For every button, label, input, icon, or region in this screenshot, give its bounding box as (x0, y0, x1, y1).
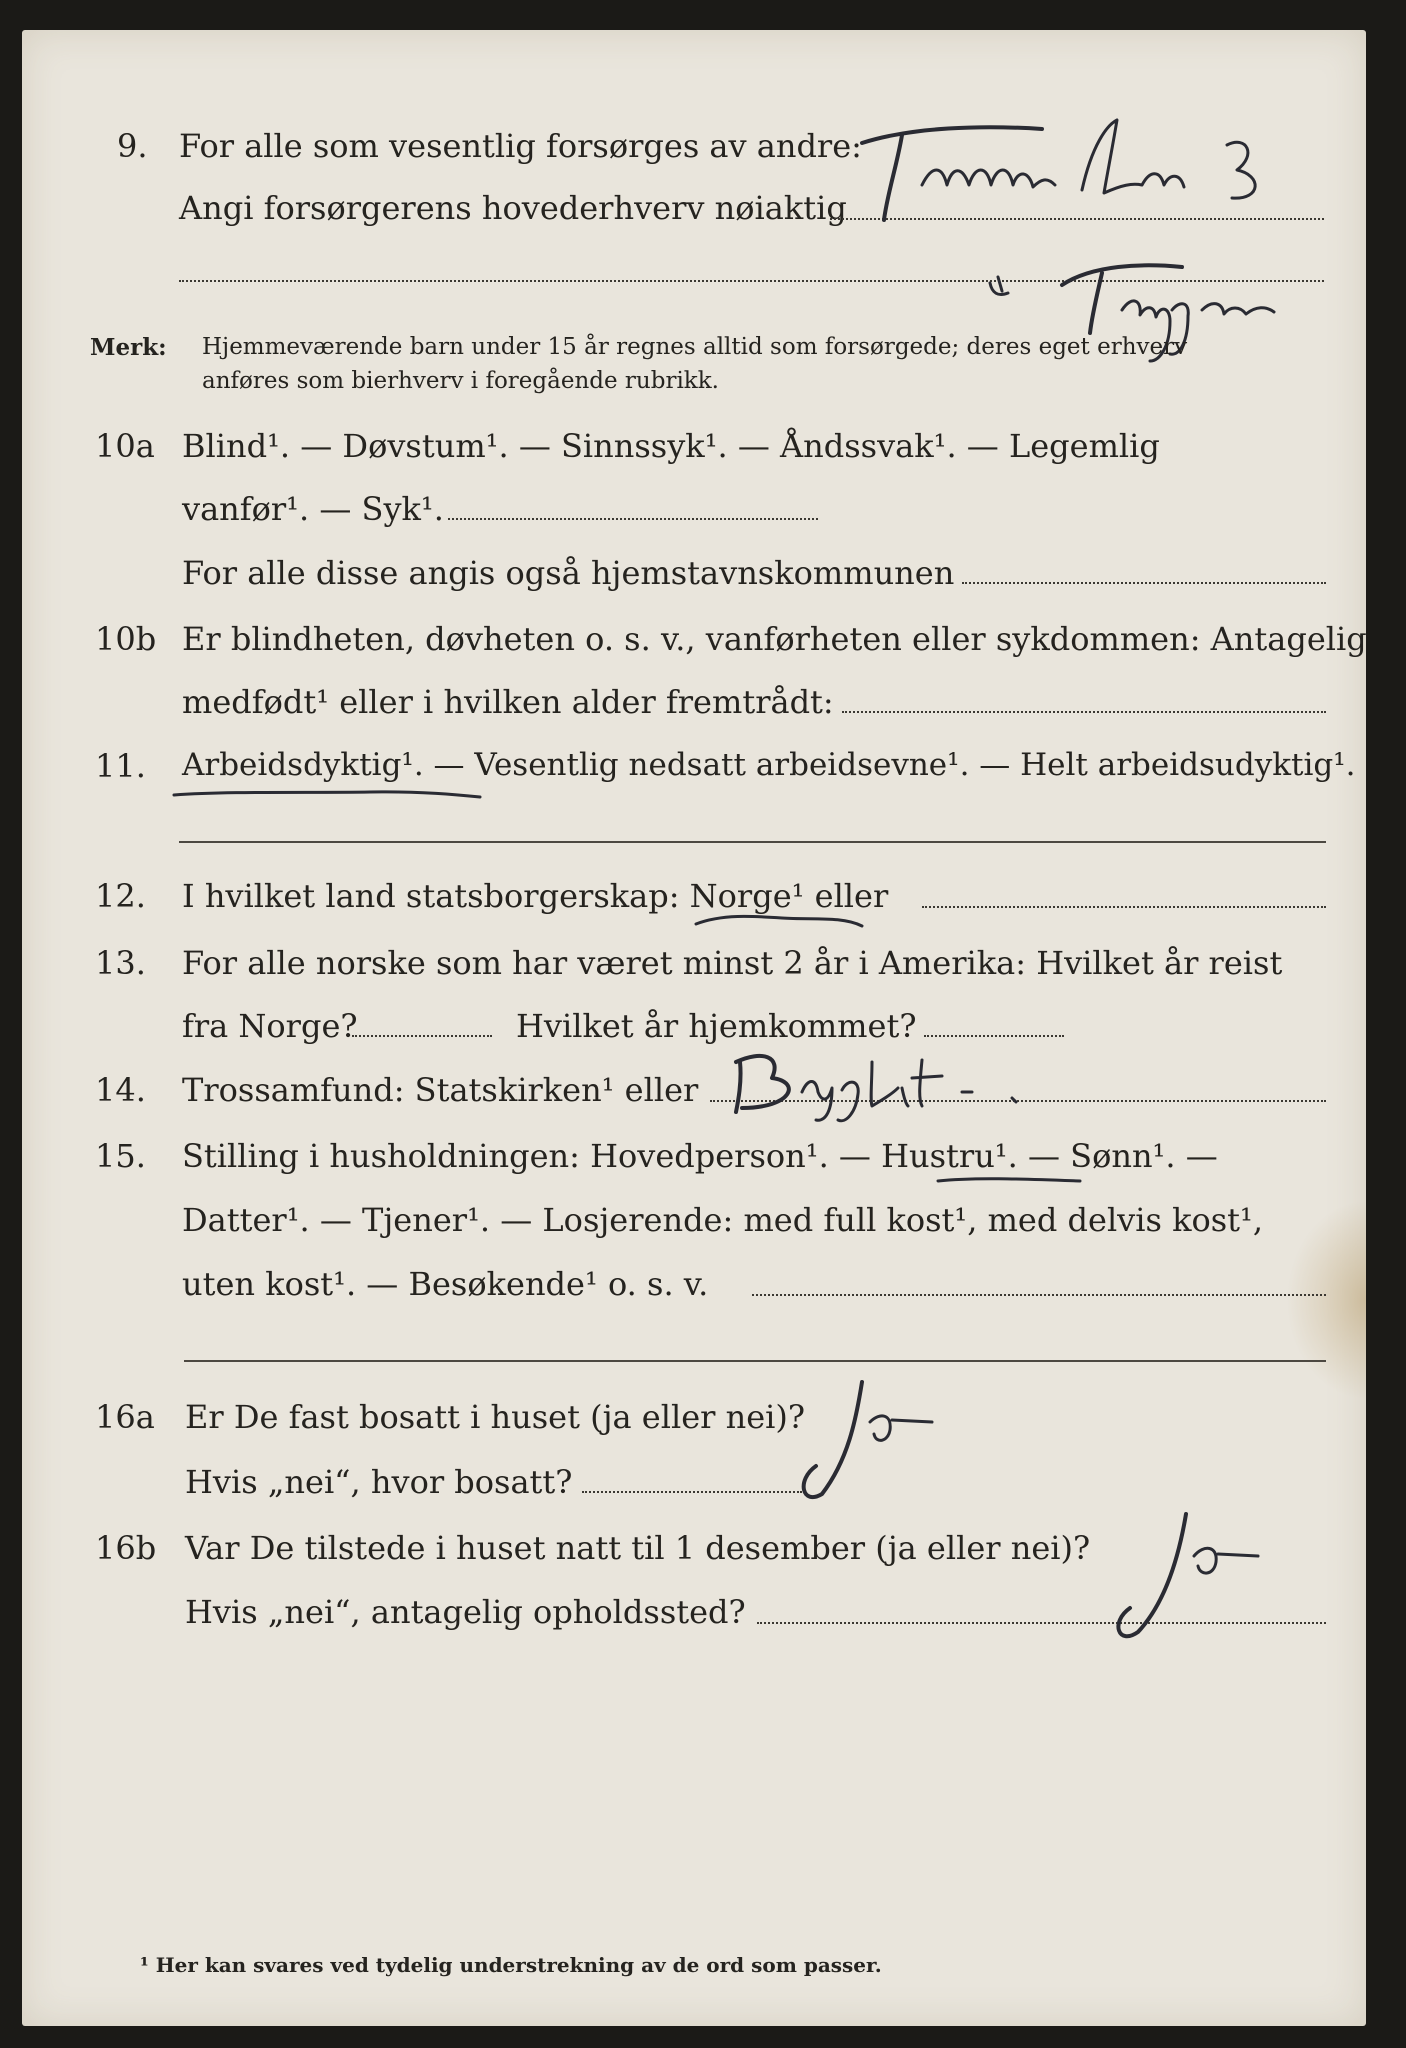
q16a-question-line2: Hvis „nei“, hvor bosatt? (185, 1463, 573, 1501)
q9-handwritten-answer (832, 105, 1312, 225)
q11-separator-line (179, 841, 1326, 843)
q10a-hjemstavn-line (962, 582, 1326, 584)
q10a-question-line2: vanfør¹. — Syk¹. (182, 490, 444, 528)
q11-question-line1: Arbeidsdyktig¹. — Vesentlig nedsatt arbeidsevne¹. — Helt arbeidsudyktig¹. (182, 747, 1356, 783)
q9-number: 9. (117, 127, 148, 165)
q14-handwritten-answer (722, 1042, 1162, 1122)
q12-underline-norge (692, 910, 872, 934)
q15-answer-line (752, 1294, 1326, 1296)
q13-question-line2a: fra Norge? (182, 1007, 358, 1045)
q16a-question-line1: Er De fast bosatt i huset (ja eller nei)? (185, 1398, 806, 1436)
q13-question-line2b: Hvilket år hjemkommet? (516, 1007, 917, 1045)
paper-stain (1286, 1200, 1366, 1400)
footnote: ¹ Her kan svares ved tydelig understrekning av de ord som passer. (140, 1953, 882, 1977)
q16a-handwritten-answer (792, 1370, 952, 1510)
q15-question-line1: Stilling i husholdningen: Hovedperson¹. — Hustru¹. — Sønn¹. — (182, 1137, 1218, 1175)
q13-hjemkommet-line (924, 1035, 1064, 1037)
q12-answer-line (922, 906, 1326, 908)
q10b-number: 10b (95, 620, 157, 658)
q9-question-line2: Angi forsørgerens hovederhverv nøiaktig (179, 189, 847, 227)
q10b-answer-line (842, 711, 1326, 713)
q15-question-line3: uten kost¹. — Besøkende¹ o. s. v. (182, 1265, 709, 1303)
q10b-question-line2: medfødt¹ eller i hvilken alder fremtrådt: (182, 683, 834, 721)
q10a-number: 10a (95, 427, 155, 465)
q15-separator-line (184, 1360, 1326, 1362)
q16b-question-line2: Hvis „nei“, antagelig opholdssted? (185, 1593, 746, 1631)
q16b-handwritten-answer (1102, 1500, 1282, 1650)
q11-underline-arbeidsdyktig (170, 785, 490, 805)
q9-question-line1: For alle som vesentlig forsørges av andre: (179, 127, 862, 165)
q16a-number: 16a (95, 1398, 155, 1436)
merk-label: Merk: (90, 334, 167, 361)
q16b-question-line1: Var De tilstede i huset natt til 1 desember (ja eller nei)? (185, 1529, 1091, 1567)
q15-number: 15. (95, 1137, 146, 1175)
q10a-answer-line (448, 518, 818, 520)
q15-question-line2: Datter¹. — Tjener¹. — Losjerende: med full kost¹, med delvis kost¹, (182, 1201, 1264, 1239)
q10a-question-line1: Blind¹. — Døvstum¹. — Sinnssyk¹. — Åndssvak¹. — Legemlig (182, 427, 1160, 465)
census-form-page (22, 30, 1366, 2026)
q13-question-line1: For alle norske som har været minst 2 år i Amerika: Hvilket år reist (182, 944, 1283, 982)
q14-number: 14. (95, 1071, 146, 1109)
q12-question-line1: I hvilket land statsborgerskap: Norge¹ eller (182, 877, 889, 915)
q14-question-line1: Trossamfund: Statskirken¹ eller (182, 1071, 699, 1109)
q13-reist-line (352, 1035, 492, 1037)
q16b-number: 16b (95, 1529, 157, 1567)
q10a-question-line3: For alle disse angis også hjemstavnskommunen (182, 554, 955, 592)
q12-number: 12. (95, 877, 146, 915)
q10b-question-line1: Er blindheten, døvheten o. s. v., vanførheten eller sykdommen: Antagelig (182, 620, 1367, 658)
merk-text-line2: anføres som bierhverv i foregående rubrikk. (202, 368, 719, 394)
q15-underline-hustru (934, 1173, 1094, 1193)
q13-number: 13. (95, 944, 146, 982)
q16a-bosatt-line (582, 1491, 802, 1493)
merk-text-line1: Hjemmeværende barn under 15 år regnes alltid som forsørgede; deres eget erhverv (202, 334, 1188, 360)
q11-number: 11. (95, 747, 146, 785)
